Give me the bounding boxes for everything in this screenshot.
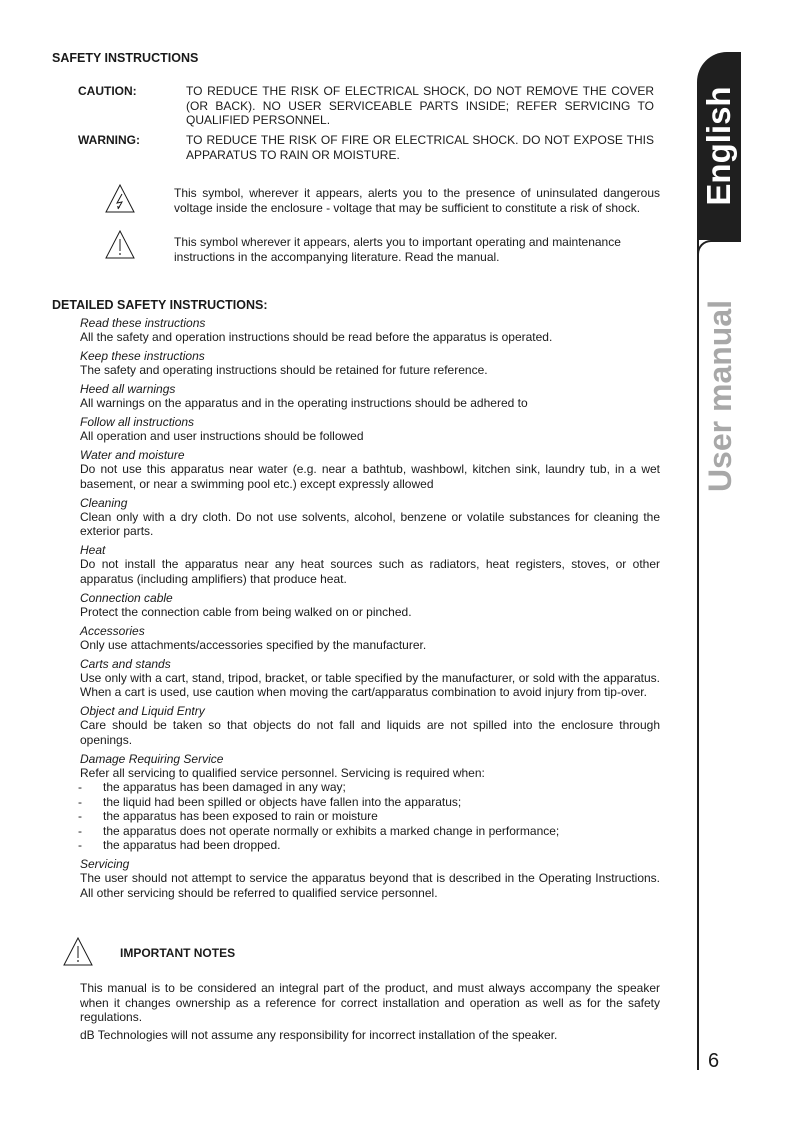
section-text: Protect the connection cable from being walked on or pinched. <box>80 604 412 619</box>
section-text: All warnings on the apparatus and in the operating instructions should be adhered to <box>80 396 528 410</box>
section-text: The user should not attempt to service the apparatus beyond that is described in the Operating Instructions. All other servicing should be referred to qualified service personnel. <box>80 871 660 900</box>
section-text: Use only with a cart, stand, tripod, bracket, or table specified by the manufacturer, or sold with the apparatus. When a cart is used, use caution when moving the cart/apparatus combination to avoid injury from tip-over. <box>80 670 660 699</box>
section-follow <box>80 415 660 444</box>
section-text: All operation and user instructions should be followed <box>80 429 364 443</box>
voltage-symbol-text: This symbol, wherever it appears, alerts you to the presence of uninsulated dangerous voltage inside the enclosure - voltage that may be sufficient to constitute a risk of shock. <box>174 186 660 215</box>
list-item: - the apparatus has been exposed to rain or moisture <box>78 809 660 824</box>
section-text: Do not install the apparatus near any heat sources such as radiators, heat registers, stoves, or other apparatus (including amplifiers) that produce heat. <box>80 557 660 586</box>
doc-type-label: User manual <box>702 299 738 493</box>
language-label: English <box>700 86 737 206</box>
important-para-1: This manual is to be considered an integral part of the product, and must always accompany the speaker when it changes ownership as a reference for correct installation and operation as well as for the safety regulations. <box>80 981 660 1024</box>
detailed-title: DETAILED SAFETY INSTRUCTIONS: <box>52 298 268 312</box>
list-item: - the apparatus had been dropped. <box>78 838 660 853</box>
list-item: - the liquid had been spilled or objects have fallen into the apparatus; <box>78 795 660 810</box>
exclamation-triangle-icon <box>104 229 136 261</box>
section-heed <box>80 382 660 411</box>
section-read <box>80 316 660 345</box>
detailed-sections <box>80 316 660 900</box>
damage-list <box>78 780 660 853</box>
list-item: - the apparatus has been damaged in any way; <box>78 780 660 795</box>
important-title: IMPORTANT NOTES <box>120 946 236 960</box>
section-heading: Heed all warnings <box>80 382 176 396</box>
section-heading: Heat <box>80 543 106 557</box>
list-item: - the apparatus does not operate normally or exhibits a marked change in performance; <box>78 824 660 839</box>
section-damage <box>80 752 660 853</box>
section-carts <box>80 657 660 700</box>
warning-text: TO REDUCE THE RISK OF FIRE OR ELECTRICAL SHOCK. DO NOT EXPOSE THIS APPARATUS TO RAIN OR MOISTURE. <box>186 133 654 162</box>
section-heading: Carts and stands <box>80 656 171 671</box>
important-triangle-icon <box>62 936 94 968</box>
section-heading: Servicing <box>80 857 130 871</box>
section-accessories <box>80 624 660 653</box>
section-text: Care should be taken so that objects do not fall and liquids are not spilled into the enclosure through openings. <box>80 718 660 747</box>
section-text: Refer all servicing to qualified service personnel. Servicing is required when: <box>80 765 485 780</box>
safety-title: SAFETY INSTRUCTIONS <box>52 51 199 65</box>
section-servicing <box>80 857 660 900</box>
caution-label: CAUTION: <box>78 84 137 98</box>
section-heading: Object and Liquid Entry <box>80 704 205 718</box>
caution-text: TO REDUCE THE RISK OF ELECTRICAL SHOCK, DO NOT REMOVE THE COVER (OR BACK). NO USER SERVICEABLE PARTS INSIDE; REFER SERVICING TO QUALIFIED PERSONNEL. <box>186 84 654 127</box>
section-text: The safety and operating instructions should be retained for future reference. <box>80 363 488 377</box>
section-object <box>80 704 660 747</box>
section-heading: Follow all instructions <box>80 415 195 429</box>
section-cleaning <box>80 496 660 539</box>
lightning-triangle-icon <box>104 183 136 215</box>
section-heading: Accessories <box>80 623 145 638</box>
section-heading: Read these instructions <box>80 316 206 330</box>
tab-vertical-line <box>697 240 699 1070</box>
section-heading: Water and moisture <box>80 448 185 462</box>
warning-label: WARNING: <box>78 133 140 147</box>
important-para-2: dB Technologies will not assume any responsibility for incorrect installation of the speaker. <box>80 1028 558 1042</box>
section-water <box>80 448 660 491</box>
section-text: Clean only with a dry cloth. Do not use solvents, alcohol, benzene or volatile substances for cleaning the exterior parts. <box>80 509 660 538</box>
section-text: Only use attachments/accessories specified by the manufacturer. <box>80 637 427 652</box>
exclamation-symbol-text: This symbol wherever it appears, alerts you to important operating and maintenance instructions in the accompanying literature. Read the manual. <box>174 235 621 264</box>
section-text: Do not use this apparatus near water (e.g. near a bathtub, washbowl, kitchen sink, laundry tub, in a wet basement, or near a swimming pool etc.) except expressly allowed <box>80 462 660 491</box>
section-heading: Keep these instructions <box>80 349 205 363</box>
section-keep <box>80 349 660 378</box>
page-number: 6 <box>708 1050 720 1072</box>
section-heat <box>80 543 660 586</box>
tab-divider <box>697 240 741 254</box>
section-heading: Cleaning <box>80 495 128 510</box>
section-text: All the safety and operation instructions should be read before the apparatus is operated. <box>80 330 553 344</box>
section-cable <box>80 591 660 620</box>
section-heading: Connection cable <box>80 590 173 605</box>
section-heading: Damage Requiring Service <box>80 751 224 766</box>
